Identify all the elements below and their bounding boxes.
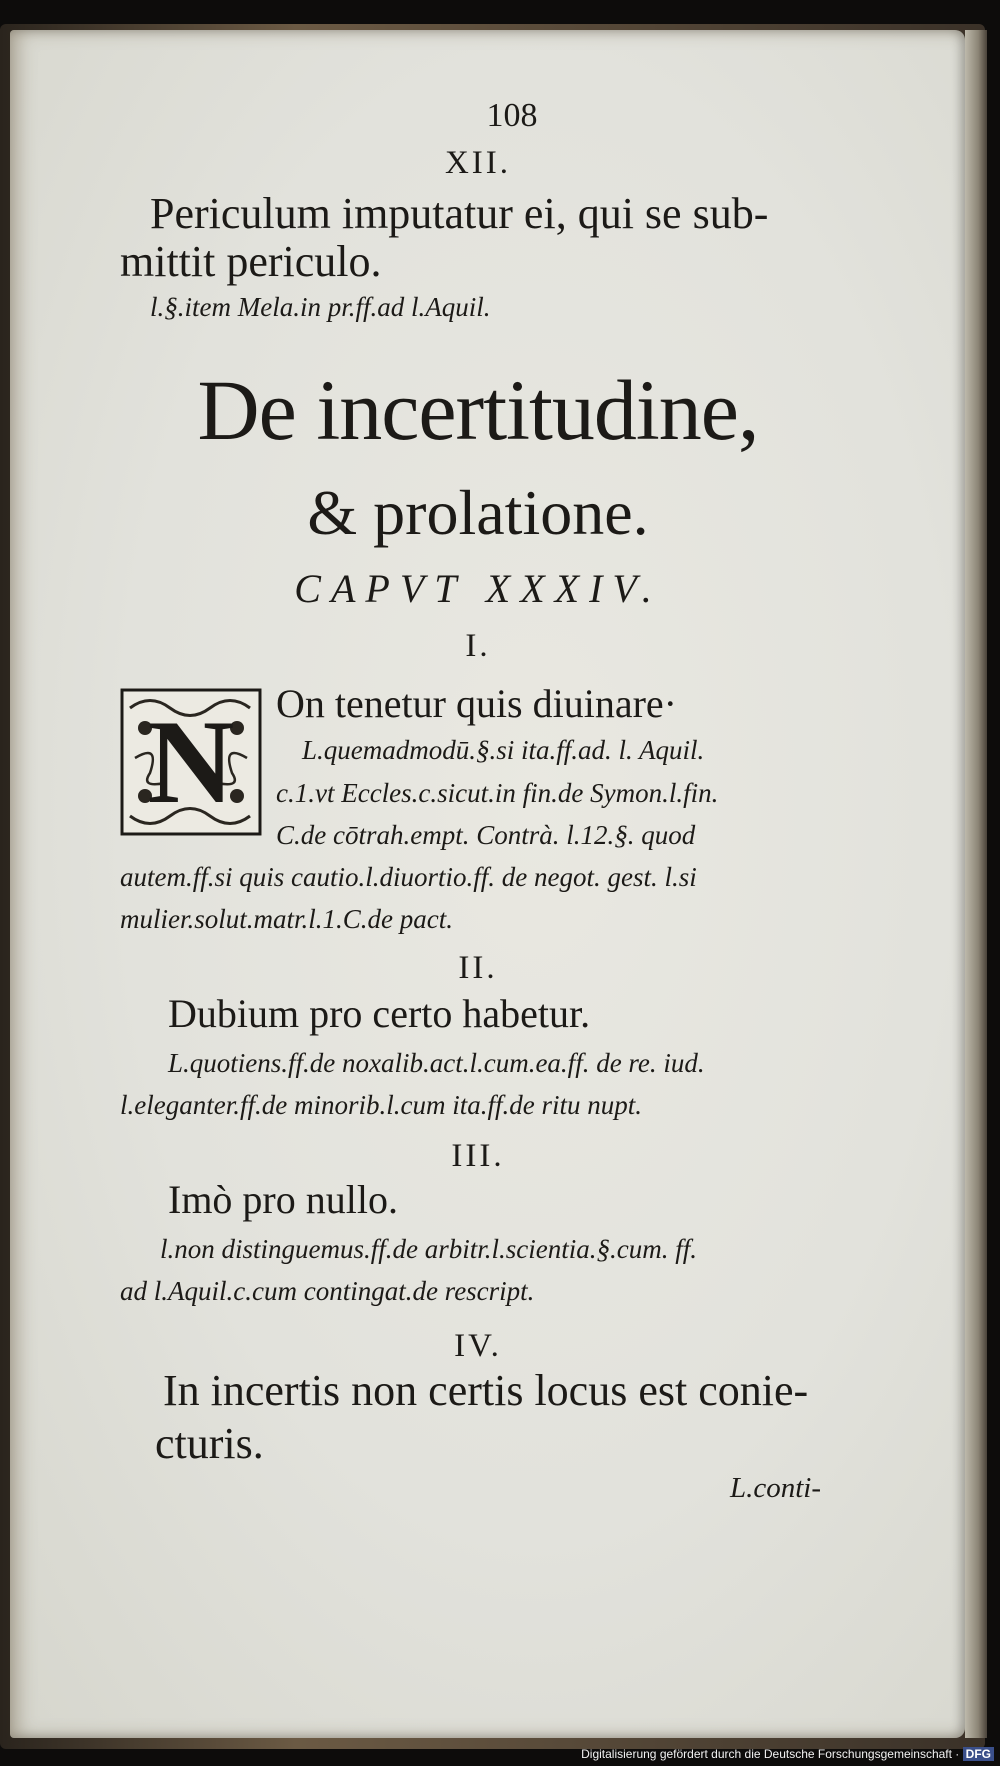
- section-iii-text: Imò pro nullo.: [168, 1177, 398, 1222]
- section-i-text: On tenetur quis diuinare·: [276, 681, 677, 726]
- decorated-initial: [120, 688, 262, 836]
- section-iv-text-line2: cturis.: [155, 1419, 264, 1468]
- section-numeral-iii: III.: [451, 1138, 505, 1174]
- section-xii-text-line2: mittit periculo.: [120, 237, 382, 286]
- catchword: L.conti-: [730, 1472, 822, 1504]
- section-i-ref-line5: mulier.solut.matr.l.1.C.de pact.: [120, 904, 454, 934]
- section-numeral-iv: IV.: [454, 1328, 502, 1364]
- section-xii-text-line1: Periculum imputatur ei, qui se sub-: [150, 189, 769, 238]
- initial-letter: N: [147, 695, 235, 828]
- credit-text: Digitalisierung gefördert durch die Deutsche Forschungsgemeinschaft ·: [581, 1747, 960, 1761]
- chapter-number: CAPVT XXXIV.: [294, 566, 662, 611]
- section-numeral-ii: II.: [458, 950, 498, 986]
- chapter-title-line2: & prolatione.: [307, 477, 649, 548]
- section-iv-text-line1: In incertis non certis locus est conie-: [163, 1366, 809, 1415]
- section-numeral-i: I.: [465, 628, 491, 664]
- dfg-logo-icon: DFG: [963, 1747, 994, 1761]
- section-i-ref-line3: C.de cōtrah.empt. Contrà. l.12.§. quod: [276, 820, 696, 850]
- page-number: 108: [486, 97, 538, 134]
- section-i-ref-line4: autem.ff.si quis cautio.l.diuortio.ff. de negot. gest. l.si: [120, 862, 697, 892]
- chapter-title-line1: De incertitudine,: [197, 362, 759, 458]
- section-xii-reference: l.§.item Mela.in pr.ff.ad l.Aquil.: [150, 292, 491, 322]
- section-iii-ref-line2: ad l.Aquil.c.cum contingat.de rescript.: [120, 1276, 535, 1306]
- section-numeral-xii: XII.: [444, 145, 512, 181]
- section-ii-text: Dubium pro certo habetur.: [168, 991, 591, 1036]
- digitization-credit: [581, 1747, 994, 1761]
- section-i-ref-line2: c.1.vt Eccles.c.sicut.in fin.de Symon.l.fin.: [276, 778, 719, 808]
- section-iii-ref-line1: l.non distinguemus.ff.de arbitr.l.scientia.§.cum. ff.: [160, 1234, 697, 1264]
- section-ii-ref-line2: l.eleganter.ff.de minorib.l.cum ita.ff.de ritu nupt.: [120, 1090, 642, 1120]
- section-i-ref-line1: L.quemadmodū.§.si ita.ff.ad. l. Aquil.: [302, 735, 705, 765]
- page-edge-strip: [965, 30, 987, 1738]
- section-ii-ref-line1: L.quotiens.ff.de noxalib.act.l.cum.ea.ff. de re. iud.: [168, 1048, 705, 1078]
